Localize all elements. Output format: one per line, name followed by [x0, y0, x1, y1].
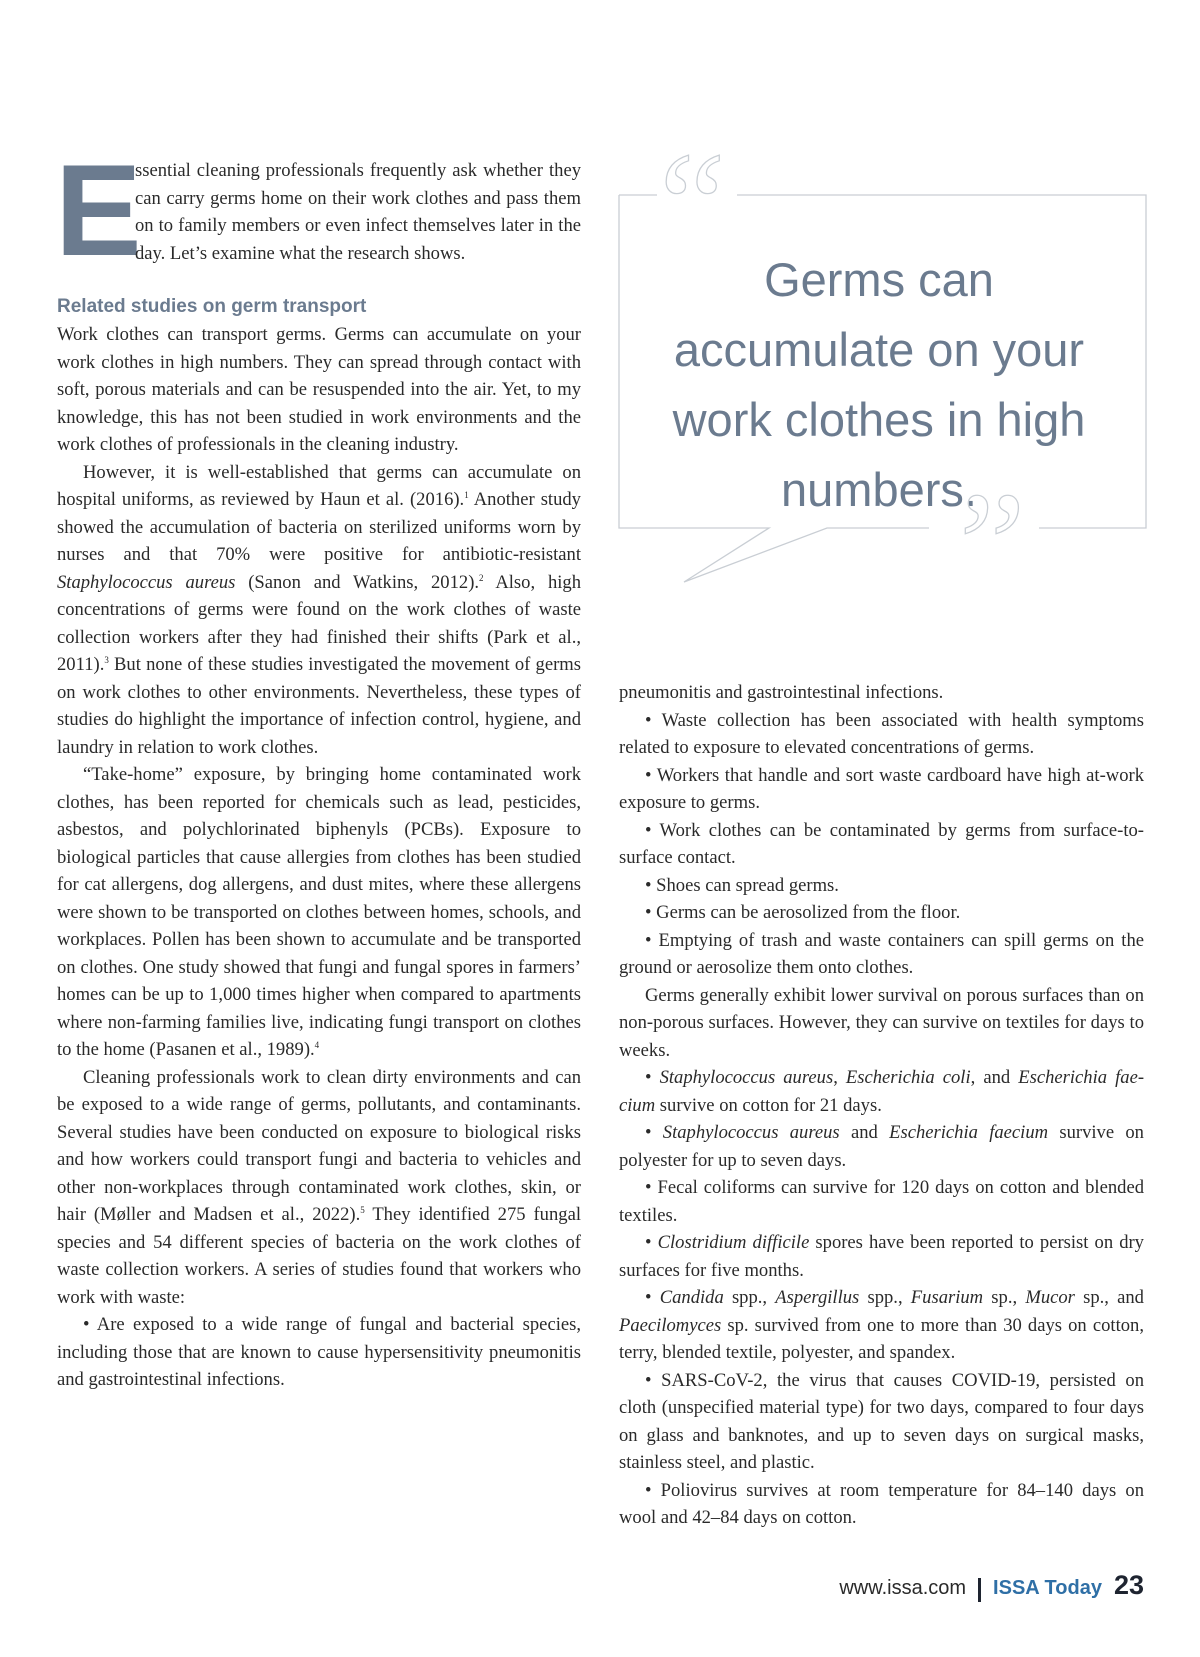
footnote-ref-5: 5 [360, 1204, 365, 1215]
open-quote-icon: “ [659, 122, 726, 288]
close-quote-icon: ” [959, 462, 1026, 628]
footnote-ref-3: 3 [104, 654, 109, 665]
article-right-column [619, 679, 1144, 1532]
survival-bullet-4: • Clostridium difficile spores have been reported to persist on dry surfaces for five months. [619, 1232, 1144, 1281]
bullet-item-6: • Germs can be aerosolized from the floor. [645, 902, 961, 923]
drop-cap: E [55, 137, 142, 283]
bullet-item-4: • Work clothes can be contaminated by germs from surface-to-surface contact. [619, 819, 1144, 868]
footnote-ref-1: 1 [464, 489, 469, 500]
magazine-name: ISSA Today [993, 1577, 1102, 1599]
body-paragraph-5: Germs generally exhibit lower survival on porous surfaces than on non-porous surfaces. However, they can survive on textiles for days to weeks. [619, 984, 1144, 1061]
survival-bullet-1: • Staphylococcus aureus, Escherichia coli, and Escherichia faecium survive on cotton for 21 days. [619, 1067, 1145, 1116]
survival-bullet-7: • Poliovirus survives at room temperature for 84–140 days on wool and 42–84 days on cotton. [619, 1479, 1144, 1528]
footnote-ref-2: 2 [479, 572, 484, 583]
body-paragraph-2: However, it is well-established that germs can accumulate on hospital uniforms, as reviewed by Haun et al. (2016).$^1$ Another study showed the accumulation of bacteria on sterilized uniforms worn by nurses and that 70% were positive for antibiotic-resistant Staphylococcus aureus (Sanon and Watkins, 2012).$^2$ Also, high concentrations of germs were found on the work clothes of waste collection workers after they had finished their shifts (Park et al., 2011).$^3$ But none of these studies investigated the movement of germs on work clothes to other environments. Nevertheless, these types of studies do highlight the importance of infection control, hygiene, and laundry in relation to work clothes. [57, 461, 581, 758]
intro-paragraph [55, 137, 581, 283]
body-paragraph-3: “Take-home” exposure, by bringing home contaminated work clothes, has been reported for chemicals such as lead, pesticides, asbestos, and polychlorinated biphenyls (PCBs). Exposure to biological particles that cause allergies from clothes has been studied for cat allergens, dog allergens, and dust mites, where these allergens were shown to be transported on clothes between homes, schools, and workplaces. Pollen has been shown to accumulate and be transported on clothes. One study showed that fungi and fungal spores in farmers’ homes can be up to 1,000 times higher when compared to apartments where non-farming families live, indicating fungi transport on clothes to the home (Pasanen et al., 1989).$^4$ [57, 764, 581, 1060]
survival-bullet-3: • Fecal coliforms can survive for 120 days on cotton and blended textiles. [619, 1177, 1144, 1226]
bullet-item-1: • Are exposed to a wide range of fungal and bacterial species, including those that are known to cause hypersensitivity pneumonitis and gastrointestinal infections. [57, 1314, 581, 1390]
footnote-ref-4: 4 [314, 1039, 320, 1050]
survival-bullet-5: • Candida spp., Aspergillus spp., Fusarium sp., Mucor sp., and Paecilomyces sp. survived from one to more than 30 days on cotton, terry, blended textile, polyester, and spandex. [619, 1287, 1144, 1363]
page-number: 23 [1113, 1570, 1144, 1600]
article-left-column [55, 0, 581, 1390]
survival-bullet-6: • SARS-CoV-2, the virus that causes COVID-19, persisted on cloth (unspecified material type) for two days, compared to four days on glass and banknotes, and up to seven days on surgical masks, stainless steel, and plastic. [619, 1369, 1144, 1473]
bullet-item-3: • Workers that handle and sort waste cardboard have high at-work exposure to germs. [619, 764, 1144, 813]
bullet-item-1-continued: pneumonitis and gastrointestinal infections. [619, 682, 944, 703]
survival-bullet-2: • Staphylococcus aureus and Escherichia faecium survive on polyester for up to seven days. [619, 1122, 1144, 1171]
page-footer [839, 1570, 1144, 1610]
pull-quote [619, 122, 1146, 628]
body-paragraph-4: Cleaning professionals work to clean dirty environments and can be exposed to a wide range of germs, pollutants, and contaminants. Several studies have been conducted on exposure to biological risks and how workers could transport fungi and bacteria to vehicles and other non-workplaces through contaminated work clothes, skin, or hair (Møller and Madsen et al., 2022).$^5$ They identified 275 fungal species and 54 different species of bacteria on the work clothes of waste collection workers. A series of studies found that workers who work with waste: [57, 1066, 581, 1308]
bullet-item-5: • Shoes can spread germs. [645, 874, 839, 896]
body-paragraph-1: Work clothes can transport germs. Germs can accumulate on your work clothes in high numbers. They can spread through contact with soft, porous materials and can be resuspended into the air. Yet, to my knowledge, this has not been studied in work environments and the work clothes of professionals in the cleaning industry. [57, 324, 581, 455]
bullet-item-2: • Waste collection has been associated with health symptoms related to exposure to elevated concentrations of germs. [619, 709, 1144, 758]
bullet-item-7: • Emptying of trash and waste containers can spill germs on the ground or aerosolize them onto clothes. [619, 929, 1144, 978]
section-subhead: Related studies on germ transport [57, 296, 367, 317]
footer-divider [978, 1578, 981, 1602]
intro-text: ssential cleaning professionals frequently ask whether they can carry germs home on their work clothes and pass them on to family members or even infect themselves later in the day. Let’s examine what the research shows. [135, 160, 581, 264]
footer-url-link[interactable]: www.issa.com [839, 1577, 967, 1599]
pull-quote-text: Germs can accumulate on your work clothes in high numbers. [672, 253, 1086, 516]
